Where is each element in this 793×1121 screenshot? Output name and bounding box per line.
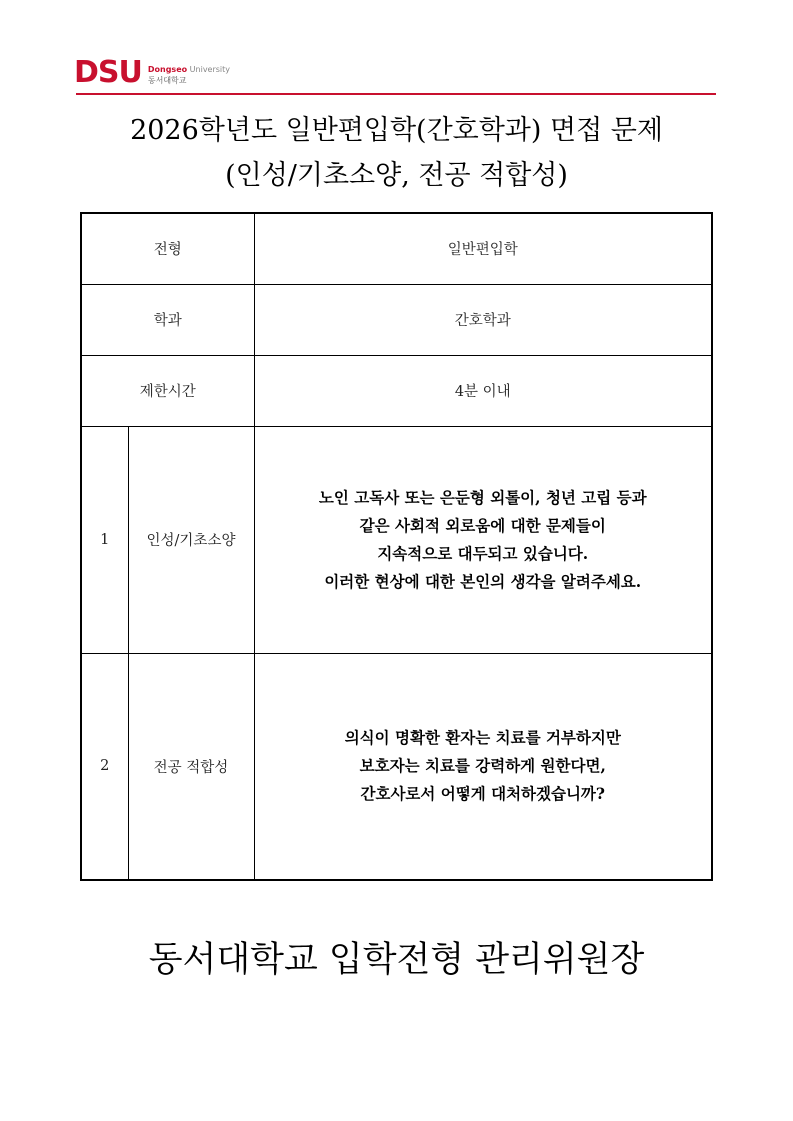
document-title: 2026학년도 일반편입학(간호학과) 면접 문제: [130, 115, 663, 146]
table-row-time-limit: [81, 355, 712, 426]
logo-name-en-bold: Dongseo: [147, 65, 188, 74]
table-row-question-2: [81, 653, 712, 880]
question-1-line: 지속적으로 대두되고 있습니다.: [377, 543, 589, 563]
interview-question-table: [80, 212, 713, 881]
logo-name-ko: 동서대학교: [147, 76, 187, 85]
question-1-line: 노인 고독사 또는 은둔형 외톨이, 청년 고립 등과: [318, 487, 647, 507]
logo-mark: DSU: [74, 55, 142, 90]
time-limit-value: 4분 이내: [254, 355, 712, 426]
department-value: 간호학과: [254, 284, 712, 355]
table-row-department: [81, 284, 712, 355]
document-subtitle: (인성/기초소양, 전공 적합성): [225, 160, 568, 191]
header-divider: [76, 93, 716, 95]
question-2-line: 의식이 명확한 환자는 치료를 거부하지만: [344, 728, 621, 748]
question-2-line: 간호사로서 어떻게 대처하겠습니까?: [360, 784, 605, 804]
admission-type-value: 일반편입학: [254, 213, 712, 284]
question-2-text: [254, 653, 712, 880]
question-1-number: 1: [81, 426, 128, 653]
question-1-text: [254, 426, 712, 653]
question-1-line: 같은 사회적 외로움에 대한 문제들이: [359, 515, 606, 535]
question-1-line: 이러한 현상에 대한 본인의 생각을 알려주세요.: [324, 571, 642, 591]
logo-name-en: [148, 65, 230, 75]
question-1-type: 인성/기초소양: [128, 426, 254, 653]
table-row-admission-type: [81, 213, 712, 284]
logo-wordmark: [148, 65, 230, 88]
issuer-signature-line: 동서대학교 입학전형 관리위원장: [148, 940, 645, 980]
question-2-line: 보호자는 치료를 강력하게 원한다면,: [359, 756, 606, 776]
logo-name-en-light: University: [187, 65, 231, 74]
question-2-number: 2: [81, 653, 128, 880]
table-row-question-1: [81, 426, 712, 653]
time-limit-label: 제한시간: [81, 355, 254, 426]
university-logo: [74, 52, 230, 88]
admission-type-label: 전형: [81, 213, 254, 284]
question-2-type: 전공 적합성: [128, 653, 254, 880]
department-label: 학과: [81, 284, 254, 355]
